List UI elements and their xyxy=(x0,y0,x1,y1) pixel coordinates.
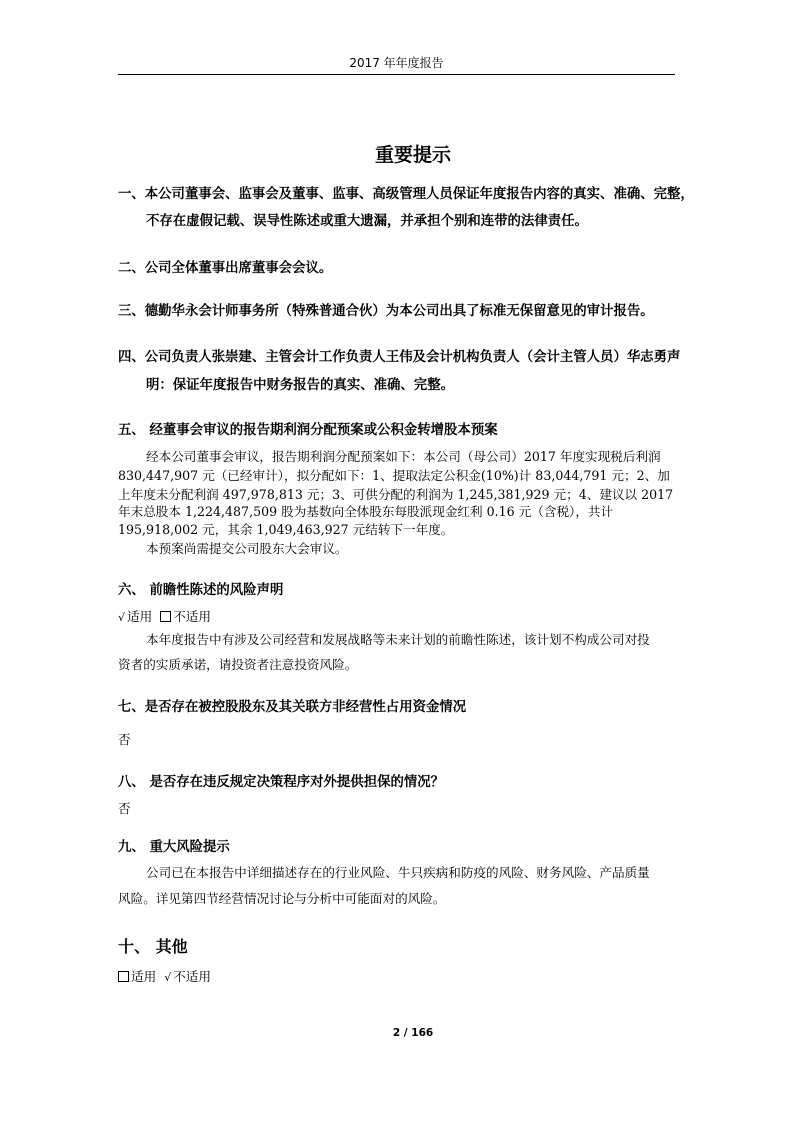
applicable-label: 适用 xyxy=(127,609,153,624)
section-5-paragraph-line: 195,918,002 元，其余 1,049,463,927 元结转下一年度。 xyxy=(118,522,454,537)
page-number: 2 / 166 xyxy=(392,1027,434,1039)
header-divider xyxy=(118,74,675,75)
section-8-answer: 否 xyxy=(118,801,131,816)
applicable-label: 适用 xyxy=(131,969,157,984)
check-mark-icon: √ xyxy=(164,971,172,984)
section-6-applicability xyxy=(118,606,211,625)
section-9-paragraph-line: 公司已在本报告中详细描述存在的行业风险、牛只疾病和防疫的风险、财务风险、产品质量 xyxy=(146,865,650,880)
page-title: 重要提示 xyxy=(374,144,451,166)
section-6-paragraph-line: 资者的实质承诺，请投资者注意投资风险。 xyxy=(118,657,358,672)
section-9-paragraph-line: 风险。详见第四节经营情况讨论与分析中可能面对的风险。 xyxy=(118,891,446,906)
section-7-answer: 否 xyxy=(118,732,131,747)
section-1-line-1: 一、本公司董事会、监事会及董事、监事、高级管理人员保证年度报告内容的真实、准确、完整， xyxy=(118,187,694,202)
not-applicable-label: 不适用 xyxy=(173,969,211,984)
section-4-line-2: 明：保证年度报告中财务报告的真实、准确、完整。 xyxy=(146,378,454,393)
not-applicable-label: 不适用 xyxy=(173,609,211,624)
section-6-paragraph-line: 本年度报告中有涉及公司经营和发展战略等未来计划的前瞻性陈述，该计划不构成公司对投 xyxy=(146,632,650,647)
empty-checkbox-icon xyxy=(160,611,171,622)
section-3: 三、德勤华永会计师事务所（特殊普通合伙）为本公司出具了标准无保留意见的审计报告。 xyxy=(118,304,654,319)
section-7-heading: 七、是否存在被控股股东及其关联方非经营性占用资金情况 xyxy=(118,700,467,715)
section-9-heading: 九、 重大风险提示 xyxy=(118,840,230,855)
section-5-note: 本预案尚需提交公司股东大会审议。 xyxy=(146,541,348,556)
section-6-heading: 六、 前瞻性陈述的风险声明 xyxy=(118,583,284,598)
section-10-heading: 十、 其他 xyxy=(118,937,188,956)
section-5-paragraph-line: 830,447,907 元（已经审计），拟分配如下：1、提取法定公积金(10%)计 83,044,791 元；2、加 xyxy=(118,468,670,483)
section-4-line-1: 四、公司负责人张崇建、主管会计工作负责人王伟及会计机构负责人（会计主管人员）华志勇声 xyxy=(118,350,681,365)
section-5-paragraph-line: 年末总股本 1,224,487,509 股为基数向全体股东每股派现金红利 0.16 元（含税），共计 xyxy=(118,504,614,519)
empty-checkbox-icon xyxy=(118,971,129,982)
section-2: 二、公司全体董事出席董事会会议。 xyxy=(118,261,333,276)
section-5-paragraph-line: 经本公司董事会审议，报告期利润分配预案如下：本公司（母公司）2017 年度实现税后利润 xyxy=(146,449,661,464)
section-10-applicability xyxy=(118,966,211,985)
section-5-heading: 五、 经董事会审议的报告期利润分配预案或公积金转增股本预案 xyxy=(118,423,498,438)
page-header: 2017 年年度报告 xyxy=(349,56,444,70)
check-mark-icon: √ xyxy=(118,611,126,624)
section-5-paragraph-line: 上年度未分配利润 497,978,813 元；3、可供分配的利润为 1,245,381,929 元；4、建议以 2017 xyxy=(118,487,674,502)
section-8-heading: 八、 是否存在违反规定决策程序对外提供担保的情况？ xyxy=(118,775,445,790)
section-1-line-2: 不存在虚假记载、误导性陈述或重大遗漏，并承担个别和连带的法律责任。 xyxy=(146,214,588,229)
